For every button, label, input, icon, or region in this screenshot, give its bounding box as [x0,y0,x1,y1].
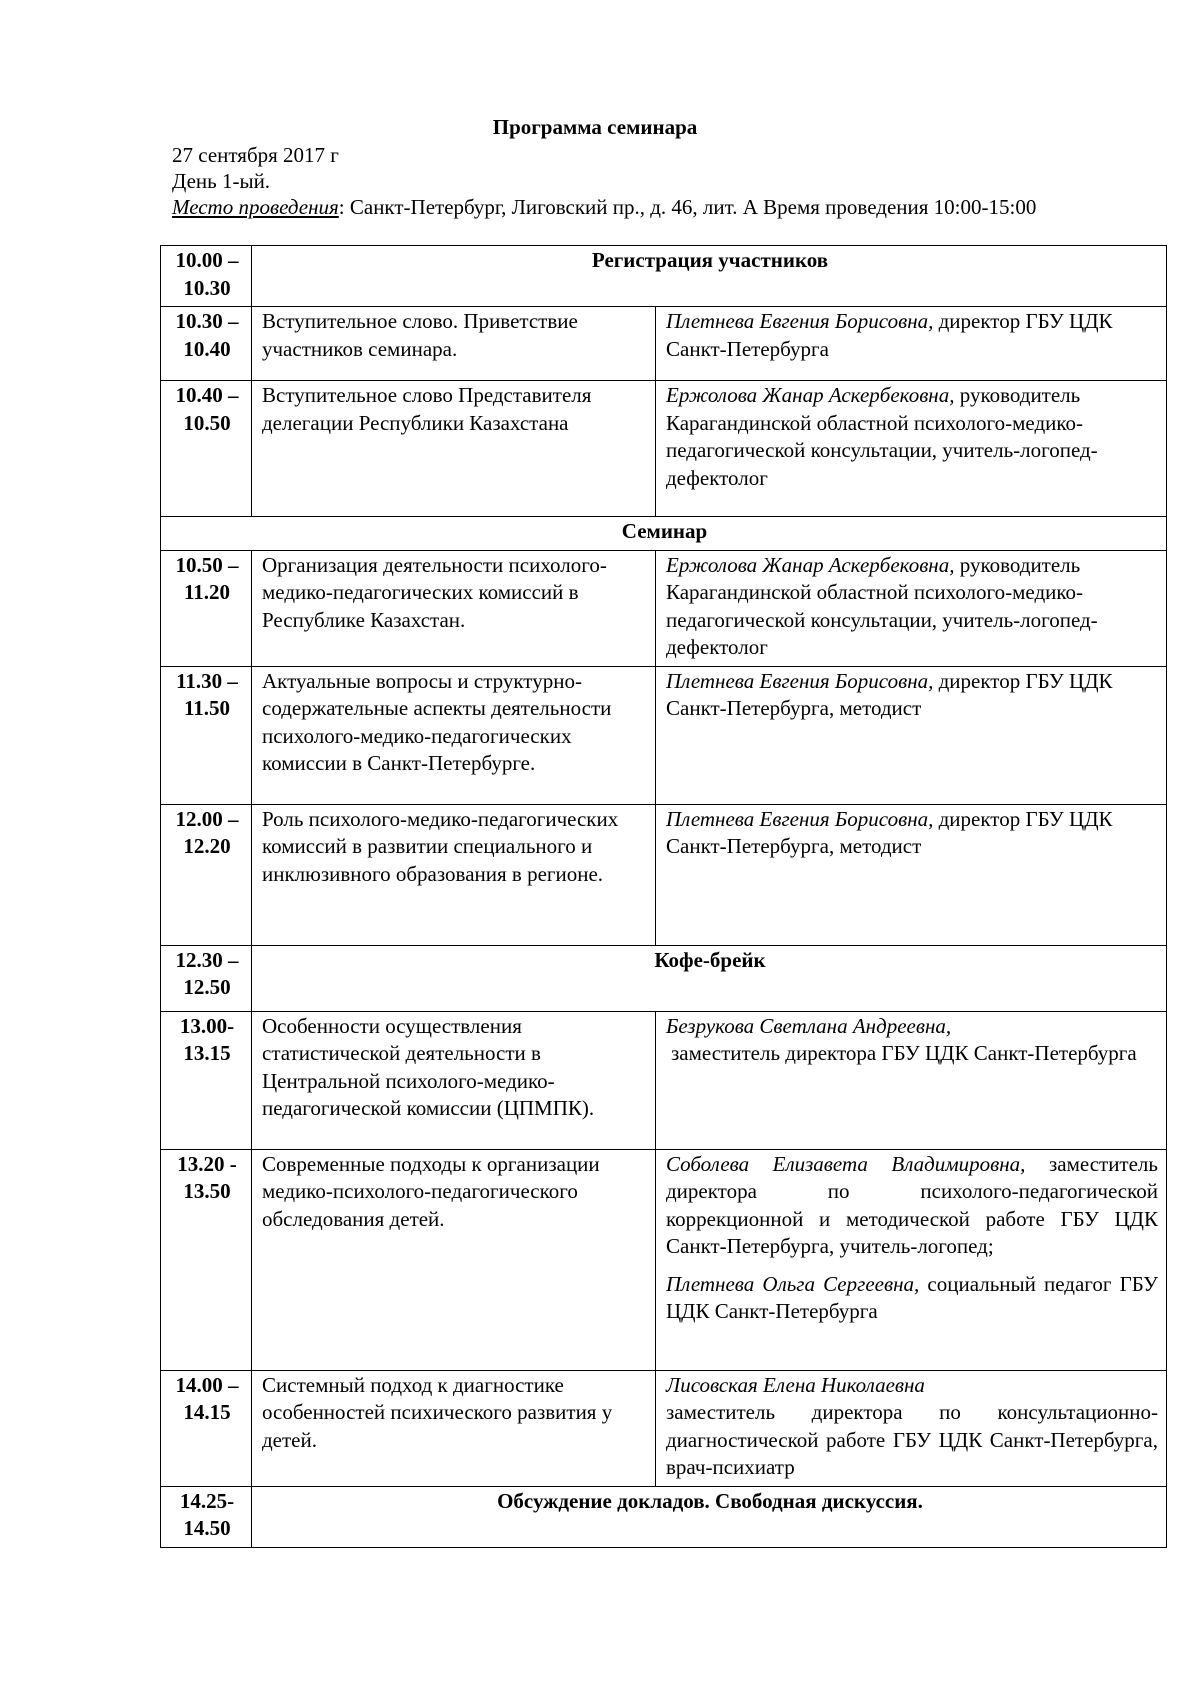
table-row [161,804,1167,945]
table-row [161,945,1167,1011]
time-cell: 14.25-14.50 [161,1486,252,1547]
speaker-cell [656,1011,1167,1149]
table-row [161,666,1167,804]
time-cell: 13.20 - 13.50 [161,1149,252,1370]
speaker-name: Плетнева Евгения Борисовна, [666,309,934,333]
speaker-block-2 [666,1271,1158,1326]
table-row [161,1370,1167,1486]
time-cell: 10.50 – 11.20 [161,550,252,666]
document-title: Программа семинара [492,115,698,139]
speaker-cell [656,666,1167,804]
topic-cell: Вступительное слово. Приветствие участников семинара. [252,307,656,381]
speaker-role: директор ГБУ ЦДК Санкт-Петербурга [666,309,1113,361]
time-cell: 11.30 – 11.50 [161,666,252,804]
table-row [161,1011,1167,1149]
time-cell: 10.00 – 10.30 [161,246,252,307]
time-cell: 10.30 – 10.40 [161,307,252,381]
speaker-name: Ержолова Жанар Аскербековна, [666,552,955,577]
topic-cell: Системный подход к диагностике особенностей психического развития у детей. [252,1370,656,1486]
topic-cell: Особенности осуществления статистической деятельности в Центральной психолого-медико-педагогической комиссии (ЦПМПК). [252,1011,656,1149]
table-row [161,307,1167,381]
time-cell: 12.30 – 12.50 [161,945,252,1011]
registration-cell: Регистрация участников [252,246,1167,307]
time-cell: 12.00 – 12.20 [161,804,252,945]
seminar-date: 27 сентября 2017 г [172,143,339,167]
speaker-role: директор ГБУ ЦДК Санкт-Петербурга, методист [666,806,1113,858]
speaker-cell [656,550,1167,666]
topic-cell: Роль психолого-медико-педагогических комиссий в развитии специального и инклюзивного образования в регионе. [252,804,656,945]
speaker-role: социальный педагог ГБУ ЦДК Санкт-Петербурга [666,1271,1158,1323]
table-row [161,517,1167,551]
speaker-name: Лисовская Елена Николаевна [666,1372,925,1397]
table-row [161,1149,1167,1370]
venue-text: : Санкт-Петербург, Лиговский пр., д. 46, лит. А Время проведения 10:00-15:00 [338,195,1037,219]
speaker-name: Плетнева Евгения Борисовна, [666,806,934,831]
table-row [161,550,1167,666]
table-row [161,246,1167,307]
table-row [161,381,1167,517]
speaker-name: Плетнева Евгения Борисовна, [666,668,934,693]
speaker-name: Плетнева Ольга Сергеевна, [666,1271,920,1296]
coffee-break-cell: Кофе-брейк [252,945,1167,1011]
speaker-cell [656,307,1167,381]
speaker-cell [656,381,1167,517]
speaker-cell [656,804,1167,945]
table-row [161,1486,1167,1547]
venue-line [172,194,1036,220]
topic-cell: Вступительное слово Представителя делегации Республики Казахстана [252,381,656,517]
speaker-cell [656,1370,1167,1486]
speaker-role: руководитель Карагандинской областной психолого-медико-педагогической консультации, учитель-логопед-дефектолог [666,552,1098,659]
speaker-name: Безрукова Светлана Андреевна, [666,1013,952,1038]
time-cell: 10.40 – 10.50 [161,381,252,517]
speaker-role: директор ГБУ ЦДК Санкт-Петербурга, методист [666,668,1113,720]
speaker-role: заместитель директора ГБУ ЦДК Санкт-Петербурга [671,1041,1137,1065]
speaker-name: Ержолова Жанар Аскербековна, [666,383,955,407]
seminar-day: День 1-ый. [172,169,271,193]
topic-cell: Современные подходы к организации медико-психолого-педагогического обследования детей. [252,1149,656,1370]
program-table [160,245,1167,1548]
speaker-name: Соболева Елизавета Владимировна, [666,1151,1026,1176]
topic-cell: Организация деятельности психолого-медико-педагогических комиссий в Республике Казахстан. [252,550,656,666]
time-cell: 14.00 – 14.15 [161,1370,252,1486]
document-meta [172,142,1036,220]
speaker-cell [656,1149,1167,1370]
section-heading: Семинар [161,517,1167,551]
speaker-block [666,1151,1158,1261]
speaker-role: заместитель директора по психолого-педагогической коррекционной и методической работе ГБУ ЦДК Санкт-Петербурга, учитель-логопед; [666,1151,1158,1258]
speaker-role: руководитель Карагандинской областной психолого-медико-педагогической консультации, учитель-логопед-дефектолог [666,383,1098,490]
time-cell: 13.00-13.15 [161,1011,252,1149]
venue-label: Место проведения [172,195,339,219]
discussion-cell: Обсуждение докладов. Свободная дискуссия. [252,1486,1167,1547]
speaker-role: заместитель директора по консультационно-диагностической работе ГБУ ЦДК Санкт-Петербурга, врач-психиатр [666,1400,1158,1479]
topic-cell: Актуальные вопросы и структурно-содержательные аспекты деятельности психолого-медико-педагогических комиссии в Санкт-Петербурге. [252,666,656,804]
